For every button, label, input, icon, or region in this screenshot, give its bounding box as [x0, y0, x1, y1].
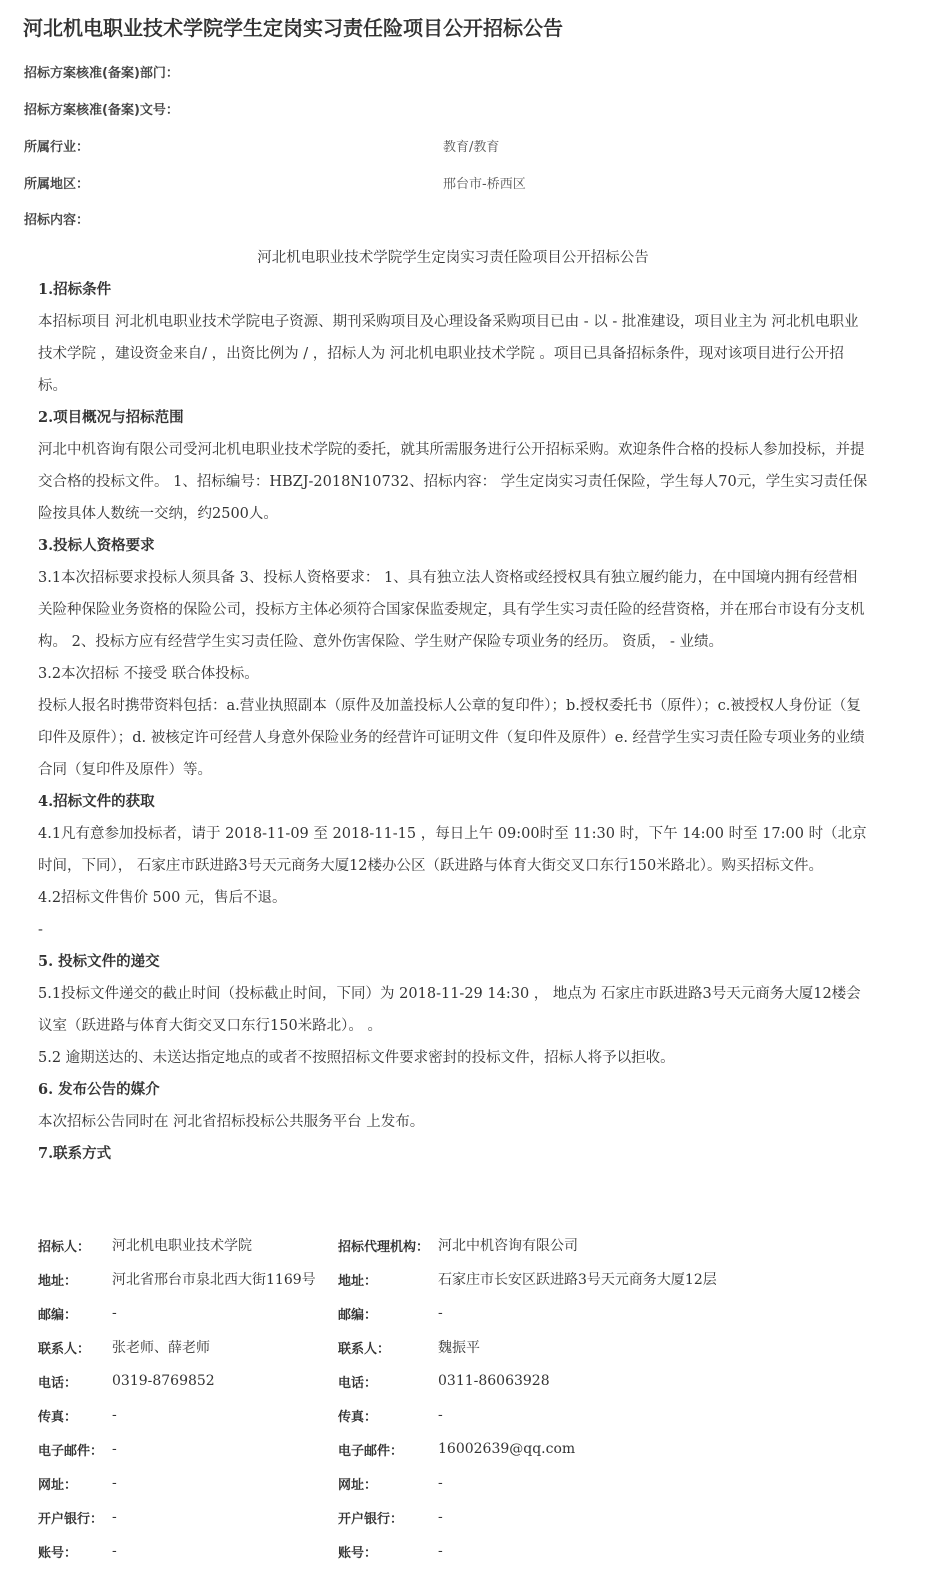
contact-label: 开户银行：: [338, 1511, 404, 1527]
meta-row-region: [24, 173, 904, 193]
paragraph: -: [38, 922, 43, 938]
contact-label: 网址：: [38, 1477, 78, 1493]
contact-value: -: [112, 1441, 117, 1457]
contact-row: [38, 1466, 858, 1500]
contact-label: 联系人：: [338, 1341, 391, 1357]
meta-row-approval-number: [24, 99, 904, 119]
meta-row-approval-dept: [24, 62, 904, 82]
contact-value: -: [112, 1509, 117, 1525]
contact-value: 石家庄市长安区跃进路3号天元商务大厦12层: [438, 1272, 717, 1288]
contact-value: 河北省邢台市泉北西大街1169号: [112, 1272, 316, 1288]
contact-row: [38, 1228, 858, 1262]
contact-value: -: [438, 1543, 443, 1559]
contact-value: -: [112, 1475, 117, 1491]
contact-row: [38, 1398, 858, 1432]
contact-label: 联系人：: [38, 1341, 91, 1357]
contact-table-body: [38, 1228, 858, 1568]
section-heading: 6. 发布公告的媒介: [38, 1081, 160, 1098]
contact-row: [38, 1262, 858, 1296]
section-heading: 4.招标文件的获取: [38, 793, 155, 810]
meta-label: 招标内容：: [24, 213, 90, 228]
meta-label: 招标方案核准(备案)部门：: [24, 66, 179, 81]
meta-value: 教育/教育: [443, 140, 500, 155]
contact-value: -: [112, 1543, 117, 1559]
contact-label: 传真：: [38, 1409, 78, 1425]
contact-value: -: [438, 1475, 443, 1491]
section-heading: 1.招标条件: [38, 281, 112, 298]
contact-table: [38, 1228, 858, 1568]
meta-label: 所属行业：: [24, 140, 90, 155]
contact-value: -: [438, 1509, 443, 1525]
meta-label: 所属地区：: [24, 177, 90, 192]
contact-row: [38, 1330, 858, 1364]
paragraph: 投标人报名时携带资料包括：a.营业执照副本（原件及加盖投标人公章的复印件）；b.授权委托书（原件）；c.被授权人身份证（复印件及原件）；d. 被核定许可经营人身意外保险业务的经营许可证明文件（复印件及原件）e. 经营学生实习责任险专项业务的业绩合同（复印件及原件）等。: [38, 698, 865, 778]
paragraph: 3.1本次招标要求投标人须具备 3、投标人资格要求： 1、具有独立法人资格或经授权具有独立履约能力，在中国境内拥有经营相关险种保险业务资格的保险公司，投标方主体必须符合国家保监委规定，具有学生实习责任险的经营资格，并在邢台市设有分支机构。 2、投标方应有经营学生实习责任险、意外伤害保险、学生财产保险专项业务的经历。 资质， - 业绩。: [38, 570, 865, 650]
contact-label: 招标人：: [38, 1239, 91, 1255]
announcement-body: [38, 242, 868, 1170]
paragraph: 本次招标公告同时在 河北省招标投标公共服务平台 上发布。: [38, 1114, 425, 1130]
section-heading: 3.投标人资格要求: [38, 537, 155, 554]
contact-value: 16002639@qq.com: [438, 1441, 576, 1457]
contact-value: -: [112, 1305, 117, 1321]
contact-value: -: [438, 1305, 443, 1321]
contact-value: -: [112, 1407, 117, 1423]
contact-label: 电话：: [38, 1375, 78, 1391]
paragraph: 河北中机咨询有限公司受河北机电职业技术学院的委托，就其所需服务进行公开招标采购。欢迎条件合格的投标人参加投标，并提交合格的投标文件。 1、招标编号：HBZJ-2018N10732、招标内容： 学生定岗实习责任保险，学生每人70元，学生实习责任保险按具体人数统一交纳，约2500人。: [38, 442, 868, 522]
meta-value: 邢台市-桥西区: [443, 177, 526, 192]
meta-row-content: [24, 209, 904, 229]
paragraph: 5.2 逾期送达的、未送达指定地点的或者不按照招标文件要求密封的投标文件，招标人将予以拒收。: [38, 1050, 675, 1066]
contact-label: 邮编：: [338, 1307, 378, 1323]
contact-label: 账号：: [38, 1545, 78, 1561]
paragraph: 4.1凡有意参加投标者，请于 2018-11-09 至 2018-11-15 ，每日上午 09:00时至 11:30 时，下午 14:00 时至 17:00 时（北京时间，下同）， 石家庄市跃进路3号天元商务大厦12楼办公区（跃进路与体育大街交叉口东行150米路北）。购买招标文件。: [38, 826, 867, 874]
contact-row: [38, 1432, 858, 1466]
contact-row: [38, 1296, 858, 1330]
meta-row-industry: [24, 136, 904, 156]
paragraph: 3.2本次招标 不接受 联合体投标。: [38, 666, 259, 682]
contact-label: 网址：: [338, 1477, 378, 1493]
page-title: 河北机电职业技术学院学生定岗实习责任险项目公开招标公告: [23, 16, 563, 40]
contact-label: 地址：: [38, 1273, 78, 1289]
section-heading: 2.项目概况与招标范围: [38, 409, 184, 426]
contact-label: 电话：: [338, 1375, 378, 1391]
contact-value: 河北中机咨询有限公司: [438, 1238, 578, 1254]
contact-label: 开户银行：: [38, 1511, 104, 1527]
paragraph: 本招标项目 河北机电职业技术学院电子资源、期刊采购项目及心理设备采购项目已由 - 以 - 批准建设，项目业主为 河北机电职业技术学院 ，建设资金来自/ ，出资比例为 / ，招标人为 河北机电职业技术学院 。项目已具备招标条件，现对该项目进行公开招标。: [38, 314, 859, 394]
paragraph: 5.1投标文件递交的截止时间（投标截止时间，下同）为 2018-11-29 14:30 ， 地点为 石家庄市跃进路3号天元商务大厦12楼会议室（跃进路与体育大街交叉口东行150米路北）。 。: [38, 986, 861, 1034]
contact-label: 电子邮件：: [338, 1443, 404, 1459]
contact-label: 招标代理机构：: [338, 1239, 430, 1255]
meta-label: 招标方案核准(备案)文号：: [24, 103, 179, 118]
contact-value: 河北机电职业技术学院: [112, 1238, 252, 1254]
announcement-title: 河北机电职业技术学院学生定岗实习责任险项目公开招标公告: [257, 250, 649, 266]
contact-row: [38, 1500, 858, 1534]
contact-row: [38, 1364, 858, 1398]
contact-label: 电子邮件：: [38, 1443, 104, 1459]
contact-value: 0311-86063928: [438, 1373, 550, 1389]
section-heading: 7.联系方式: [38, 1145, 112, 1162]
contact-label: 账号：: [338, 1545, 378, 1561]
section-heading: 5. 投标文件的递交: [38, 953, 160, 970]
contact-value: 0319-8769852: [112, 1373, 215, 1389]
contact-row: [38, 1534, 858, 1568]
paragraph: 4.2招标文件售价 500 元，售后不退。: [38, 890, 287, 906]
contact-label: 邮编：: [38, 1307, 78, 1323]
contact-value: 魏振平: [438, 1340, 480, 1356]
contact-value: -: [438, 1407, 443, 1423]
contact-label: 传真：: [338, 1409, 378, 1425]
contact-value: 张老师、薛老师: [112, 1340, 210, 1356]
contact-label: 地址：: [338, 1273, 378, 1289]
